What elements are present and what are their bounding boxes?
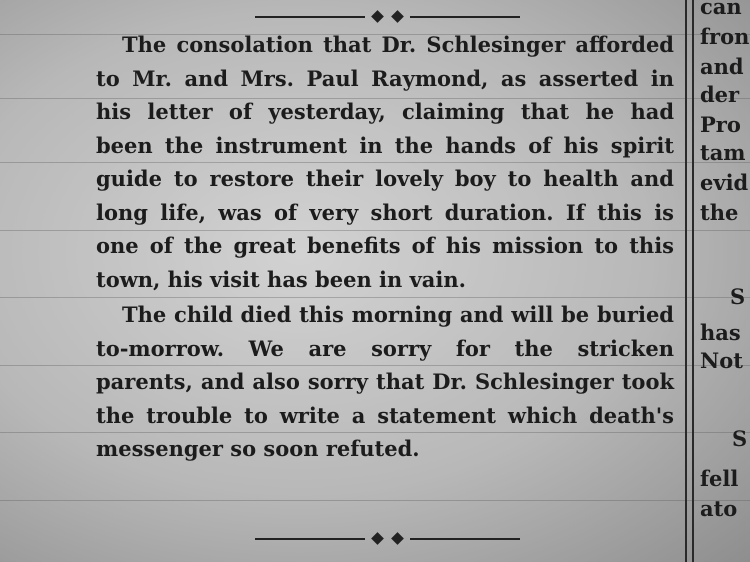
adjacent-column-fragment: and xyxy=(700,54,744,79)
adjacent-column-fragment: der xyxy=(700,82,740,107)
adjacent-column-fragment: evid xyxy=(700,170,749,195)
adjacent-column-fragment: can xyxy=(700,0,742,19)
adjacent-column-fragment: tam xyxy=(700,140,746,165)
adjacent-column-fragment: fron xyxy=(700,24,750,49)
adjacent-column-fragment: S xyxy=(730,284,746,309)
adjacent-column-fragment: Pro xyxy=(700,112,741,137)
article-paragraph-1: The consolation that Dr. Schlesinger afforded to Mr. and Mrs. Paul Raymond, as asserted in his letter of yesterday, claiming that he had been the instrument in the hands of his spirit guide to restore their lovely boy to health and long life, was of very short duration. If this is one of the great benefits of his mission to this town, his visit has been in vain. xyxy=(96,32,674,292)
bottom-ornament-divider xyxy=(255,532,520,546)
article-body xyxy=(96,28,674,466)
adjacent-column-fragment: S xyxy=(732,426,748,451)
adjacent-column-fragment: fell xyxy=(700,466,739,491)
print-line xyxy=(0,500,750,501)
adjacent-column-fragment: Not xyxy=(700,348,743,373)
adjacent-column-fragment: has xyxy=(700,320,741,345)
top-ornament-divider xyxy=(255,10,520,24)
adjacent-column-fragment: the xyxy=(700,200,739,225)
column-rule xyxy=(692,0,694,562)
article-paragraph-2: The child died this morning and will be buried to-morrow. We are sorry for the stricken parents, and also sorry that Dr. Schlesinger took the trouble to write a statement which death's messenger so soon refuted. xyxy=(96,302,674,461)
column-rule xyxy=(685,0,687,562)
adjacent-column-fragment: ato xyxy=(700,496,738,521)
